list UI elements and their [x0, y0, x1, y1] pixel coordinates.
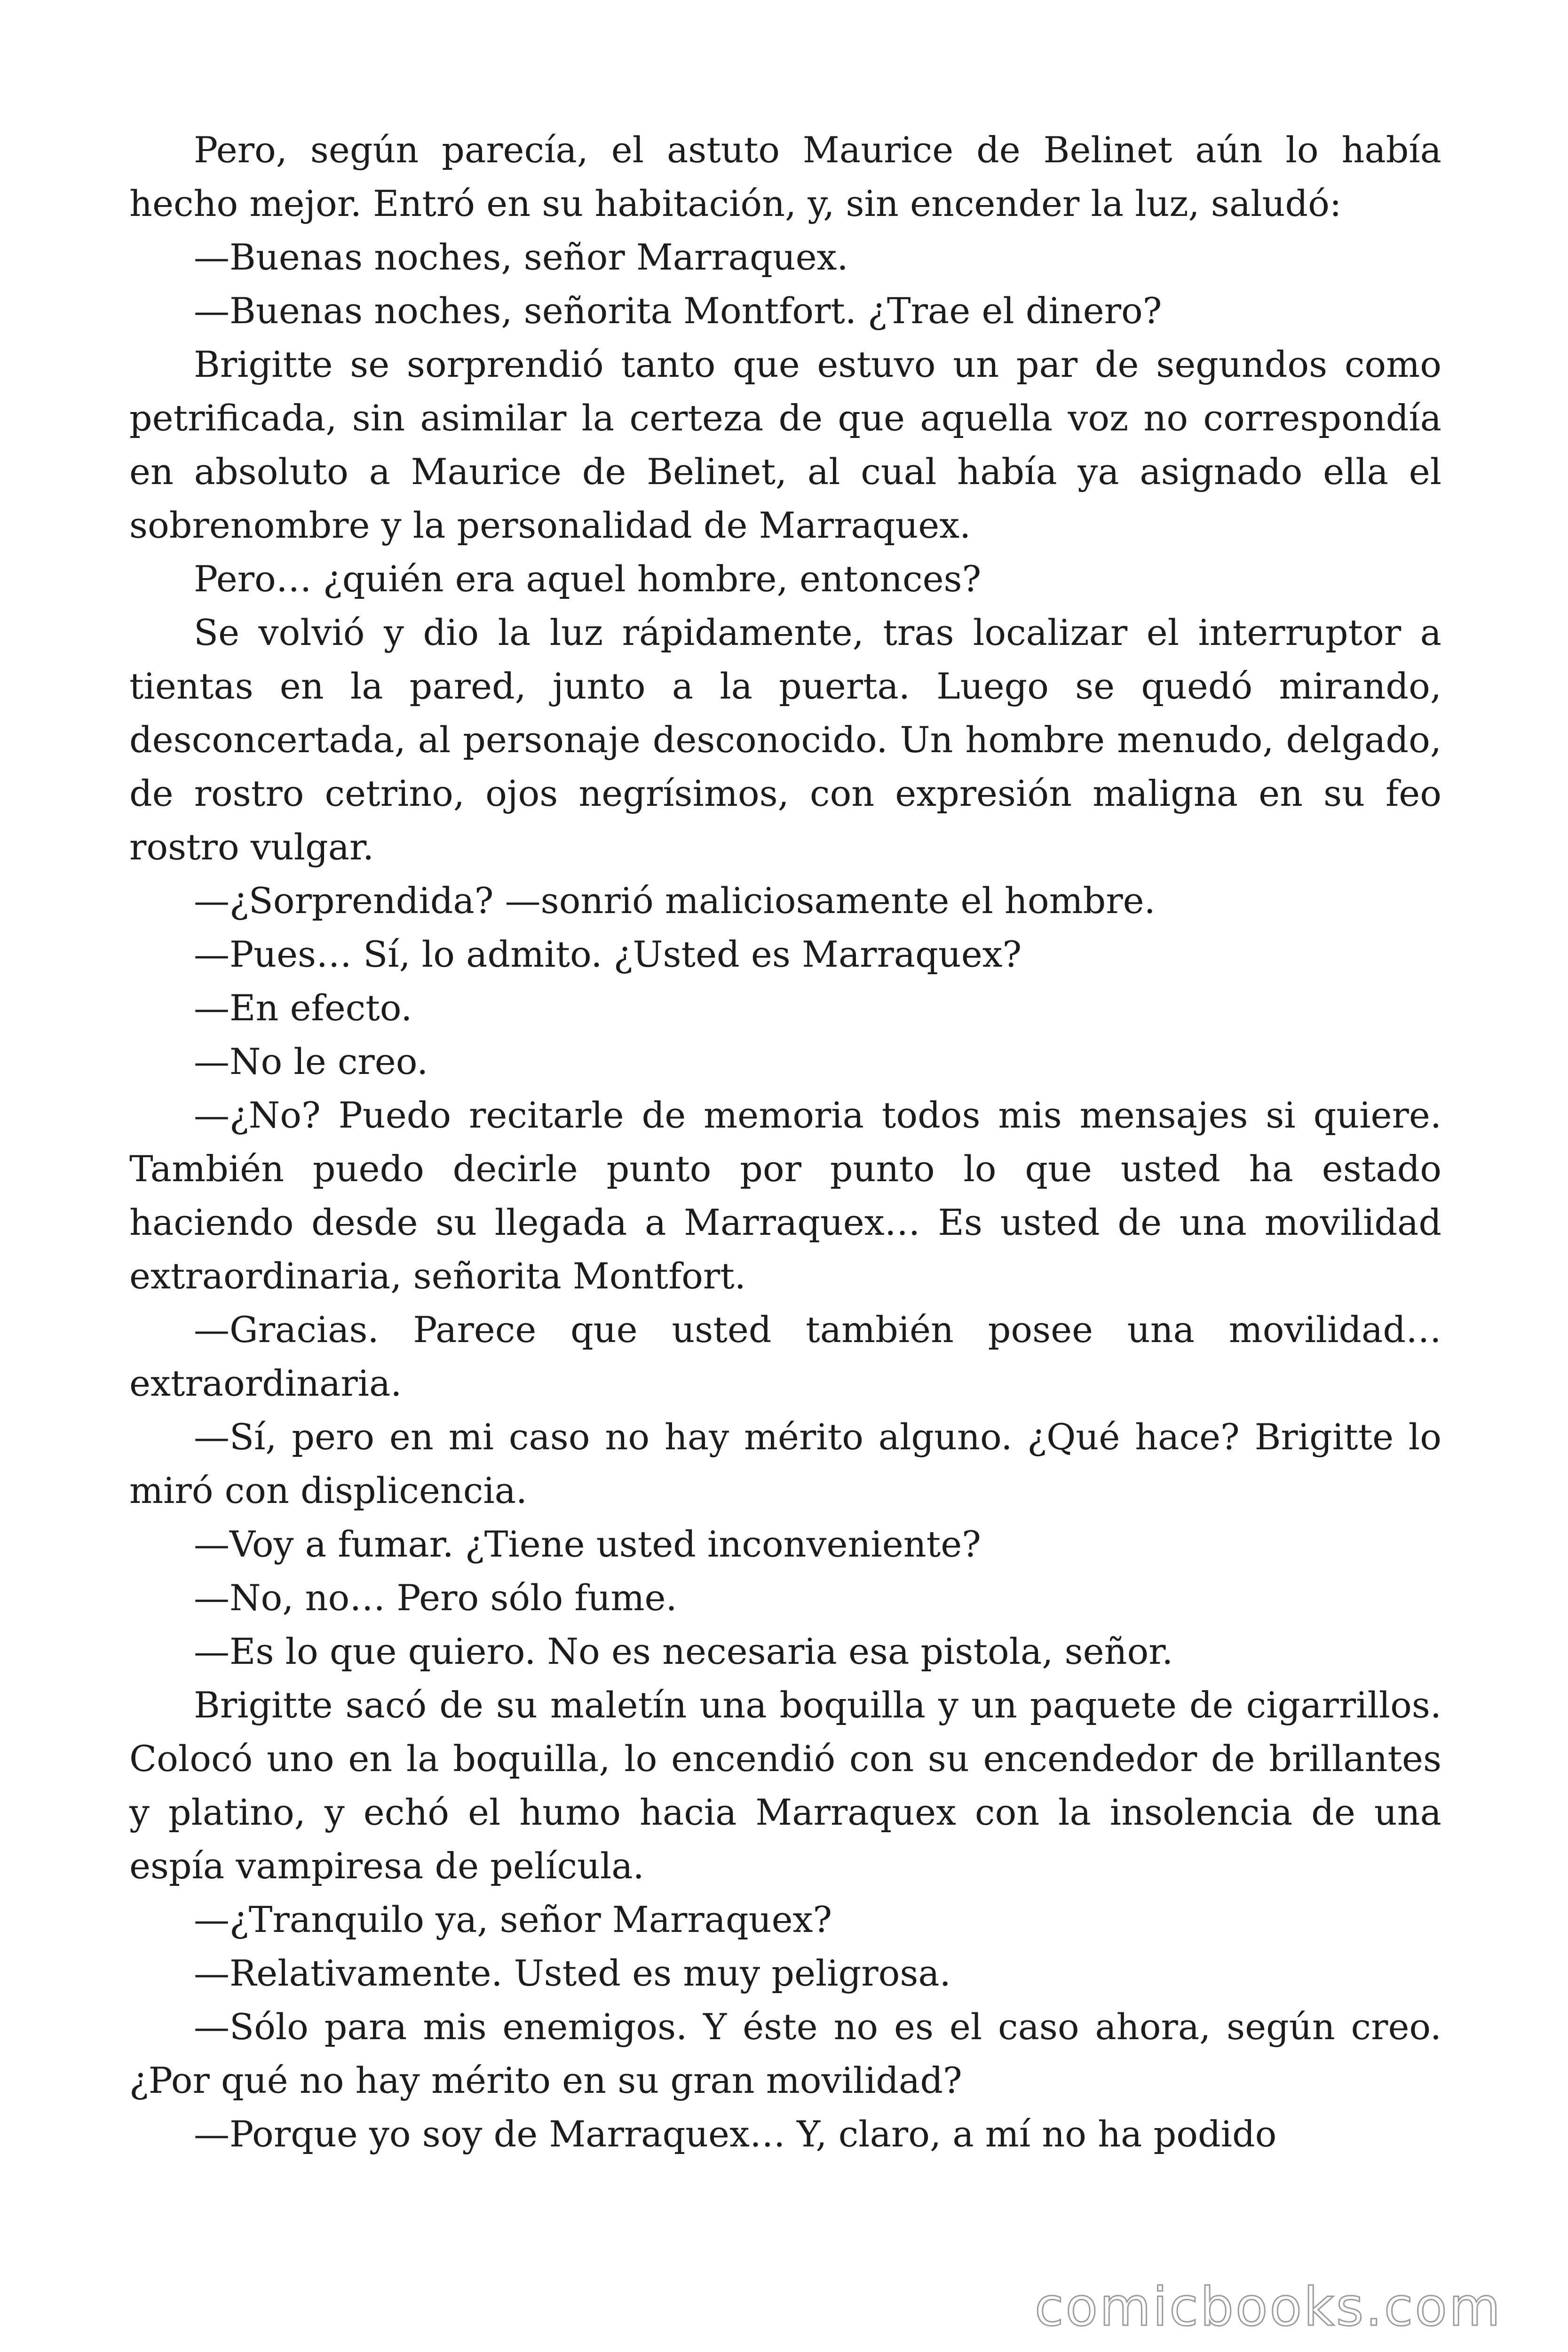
paragraph: Brigitte se sorprendió tanto que estuvo un par de segundos como petrificada, sin asimilar la certeza de que aquella voz no correspondía en absoluto a Maurice de Belinet, al cual había ya asignado ella el sobrenombre y la personalidad de Marraquex.	[129, 343, 1441, 546]
paragraph: —Es lo que quiero. No es necesaria esa pistola, señor.	[194, 1630, 1173, 1672]
paragraph: —¿No? Puedo recitarle de memoria todos mis mensajes si quiere. También puedo decirle punto por punto lo que usted ha estado haciendo desde su llegada a Marraquex… Es usted de una movilidad extraordinaria, señorita Montfort.	[129, 1094, 1441, 1297]
watermark: comicbooks.com	[1034, 2277, 1502, 2338]
paragraph: Brigitte sacó de su maletín una boquilla y un paquete de cigarrillos. Colocó uno en la boquilla, lo encendió con su encendedor de brillantes y platino, y echó el humo hacia Marraquex con la insolencia de una espía vampiresa de película.	[129, 1684, 1441, 1887]
paragraph: —Pues… Sí, lo admito. ¿Usted es Marraquex?	[194, 933, 1022, 975]
paragraph: Pero… ¿quién era aquel hombre, entonces?	[194, 558, 982, 600]
paragraph: —Sí, pero en mi caso no hay mérito alguno. ¿Qué hace? Brigitte lo miró con displicencia.	[129, 1416, 1441, 1511]
paragraph: —Gracias. Parece que usted también posee una movilidad… extraordinaria.	[129, 1309, 1441, 1404]
paragraph: —Porque yo soy de Marraquex… Y, claro, a mí no ha podido	[194, 2113, 1277, 2155]
paragraph: —¿Tranquilo ya, señor Marraquex?	[194, 1899, 832, 1940]
paragraph: —No, no… Pero sólo fume.	[194, 1577, 677, 1619]
paragraph: Se volvió y dio la luz rápidamente, tras localizar el interruptor a tientas en la pared, junto a la puerta. Luego se quedó mirando, desconcertada, al personaje desconocido. Un hombre menudo, delgado, de rostro cetrino, ojos negrísimos, con expresión maligna en su feo rostro vulgar.	[129, 612, 1441, 868]
paragraph: —Sólo para mis enemigos. Y éste no es el caso ahora, según creo. ¿Por qué no hay mérito en su gran movilidad?	[129, 2006, 1441, 2101]
paragraph: —No le creo.	[194, 1041, 428, 1082]
paragraph: —En efecto.	[194, 987, 412, 1029]
paragraph: —¿Sorprendida? —sonrió maliciosamente el hombre.	[194, 880, 1156, 922]
paragraph: Pero, según parecía, el astuto Maurice de Belinet aún lo había hecho mejor. Entró en su habitación, y, sin encender la luz, saludó:	[129, 129, 1441, 224]
paragraph: —Voy a fumar. ¿Tiene usted inconveniente?	[194, 1523, 981, 1565]
paragraph: —Relativamente. Usted es muy peligrosa.	[194, 1952, 951, 1994]
page-text	[129, 123, 1441, 2161]
paragraph: —Buenas noches, señor Marraquex.	[194, 236, 848, 278]
paragraph: —Buenas noches, señorita Montfort. ¿Trae el dinero?	[194, 290, 1162, 332]
